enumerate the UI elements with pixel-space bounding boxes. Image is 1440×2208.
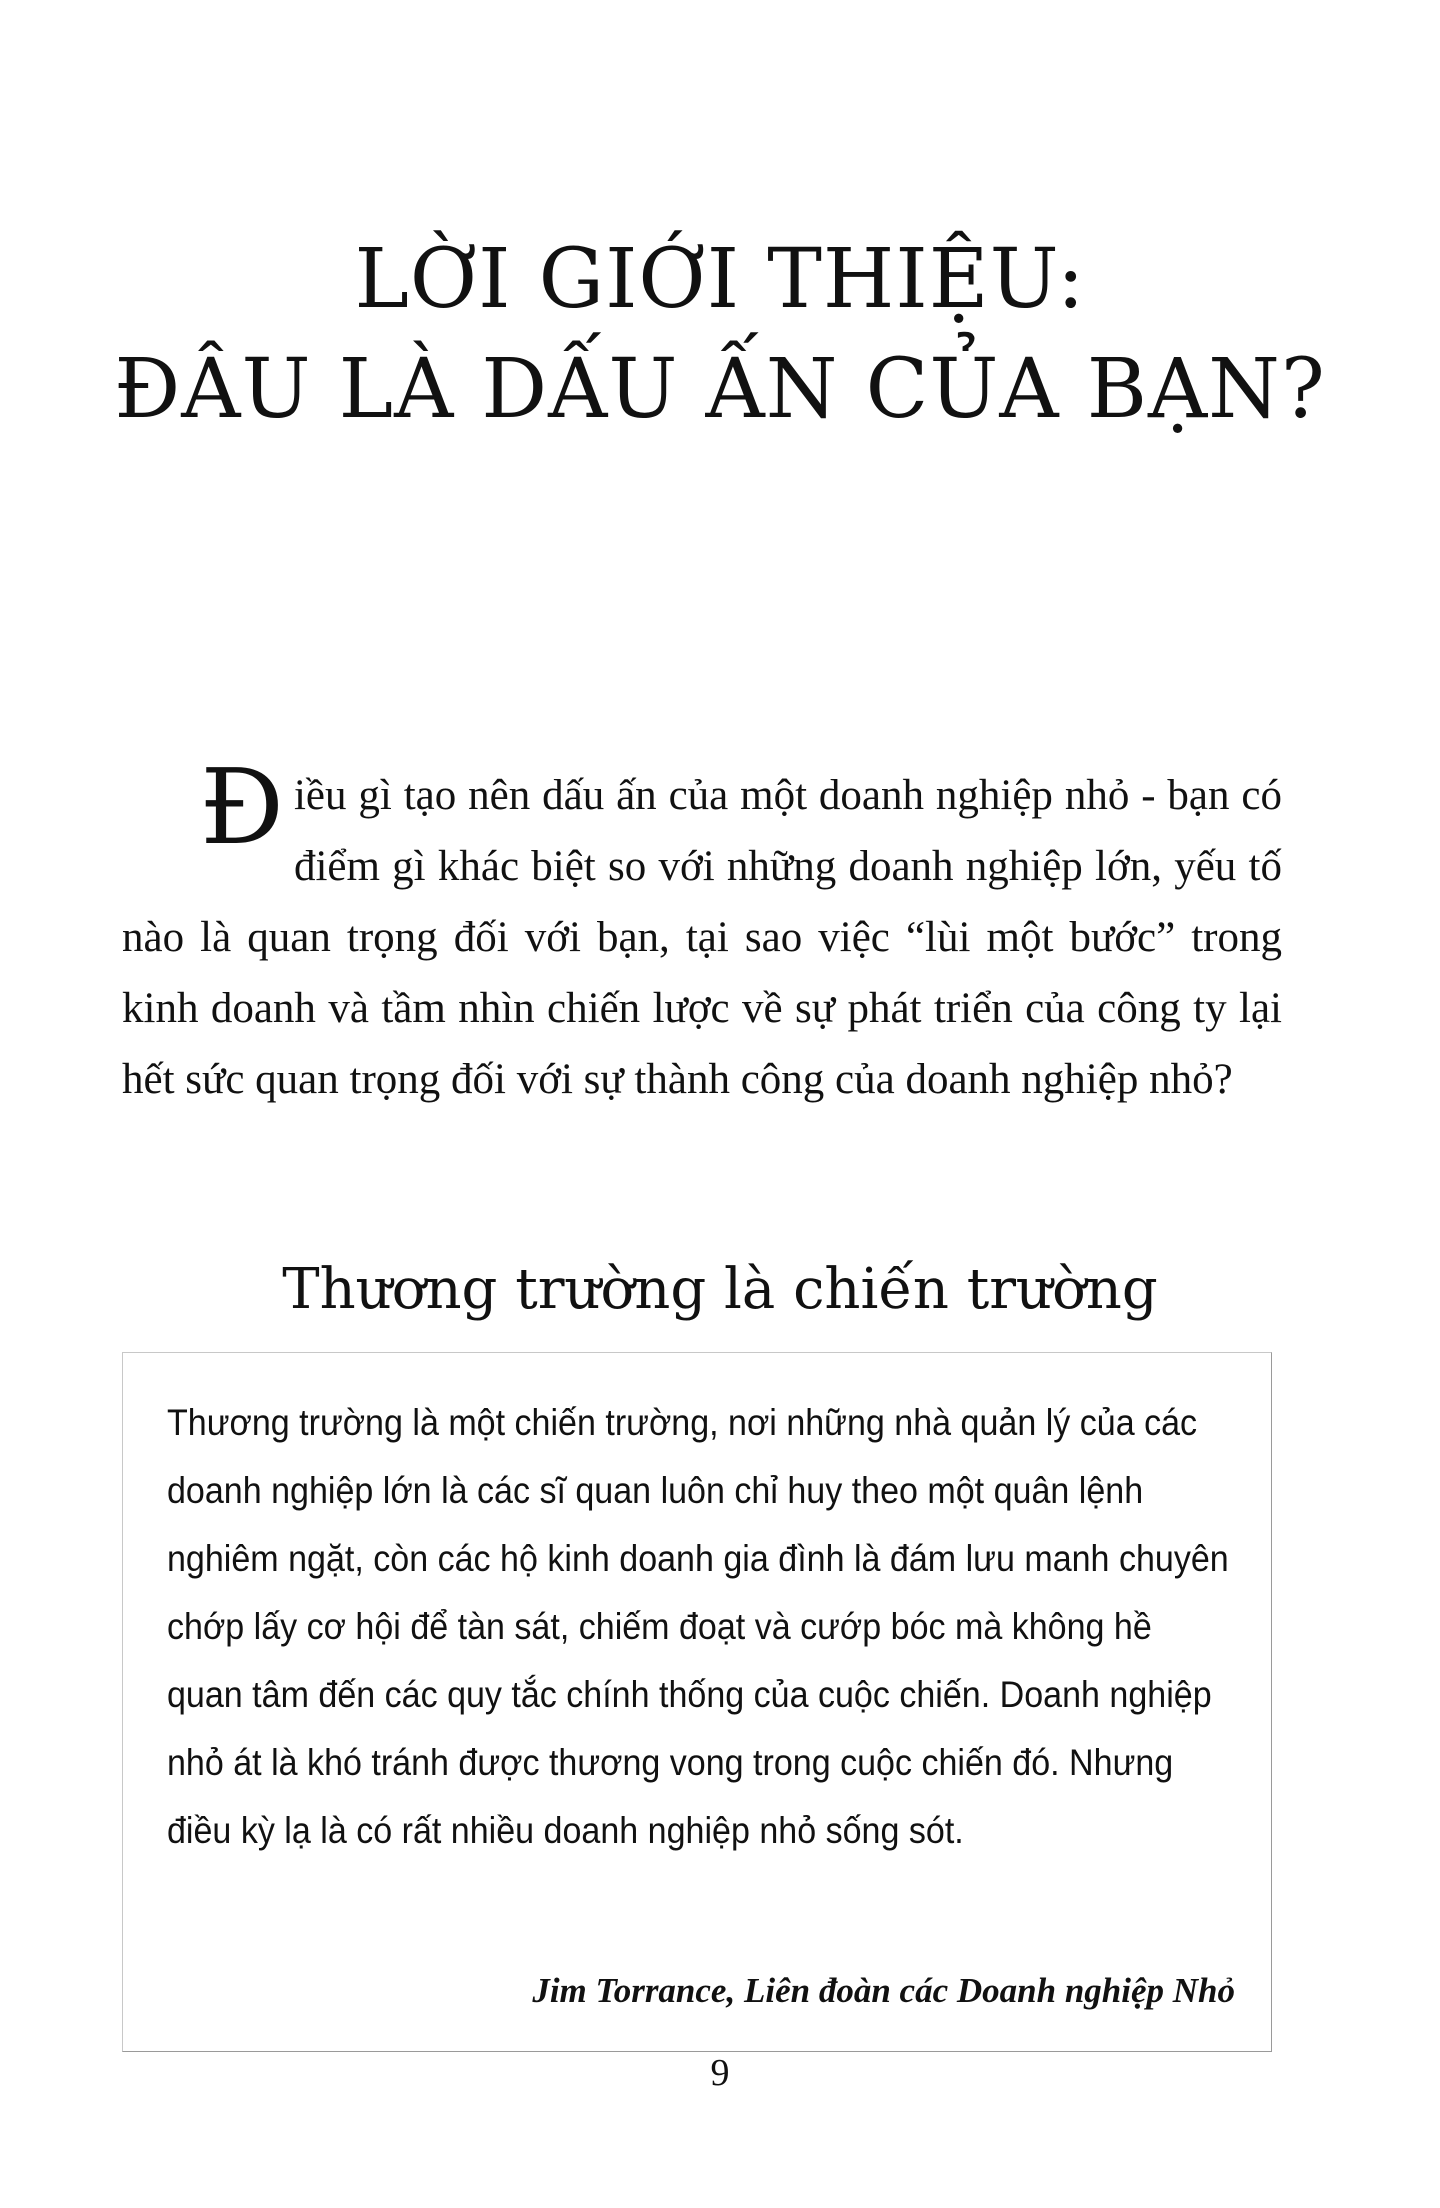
chapter-title-line-1: LỜI GIỚI THIỆU:: [354, 232, 1086, 327]
page-number: 9: [710, 2052, 730, 2094]
chapter-title-line-2: ĐÂU LÀ DẤU ẤN CỦA BẠN?: [114, 342, 1326, 437]
quote-box: [122, 1352, 1272, 2052]
drop-cap: Đ: [200, 746, 284, 868]
intro-text: iều gì tạo nên dấu ấn của một doanh nghiệp nhỏ - bạn có điểm gì khác biệt so với những doanh nghiệp lớn, yếu tố nào là quan trọng đối với bạn, tại sao việc “lùi một bước” trong kinh doanh và tầm nhìn chiến lược về sự phát triển của công ty lại hết sức quan trọng đối với sự thành công của doanh nghiệp nhỏ?: [122, 772, 1282, 1103]
quote-text: Thương trường là một chiến trường, nơi những nhà quản lý của các doanh nghiệp lớn là các sĩ quan luôn chỉ huy theo một quân lệnh nghiêm ngặt, còn các hộ kinh doanh gia đình là đám lưu manh chuyên chớp lấy cơ hội để tàn sát, chiếm đoạt và cướp bóc mà không hề quan tâm đến các quy tắc chính thống của cuộc chiến. Doanh nghiệp nhỏ át là khó tránh được thương vong trong cuộc chiến đó. Nhưng điều kỳ lạ là có rất nhiều doanh nghiệp nhỏ sống sót.: [167, 1402, 1229, 1851]
quote-attribution: Jim Torrance, Liên đoàn các Doanh nghiệp Nhỏ: [532, 1971, 1235, 2010]
section-heading: Thương trường là chiến trường: [282, 1257, 1158, 1322]
intro-paragraph: [122, 746, 1282, 1115]
